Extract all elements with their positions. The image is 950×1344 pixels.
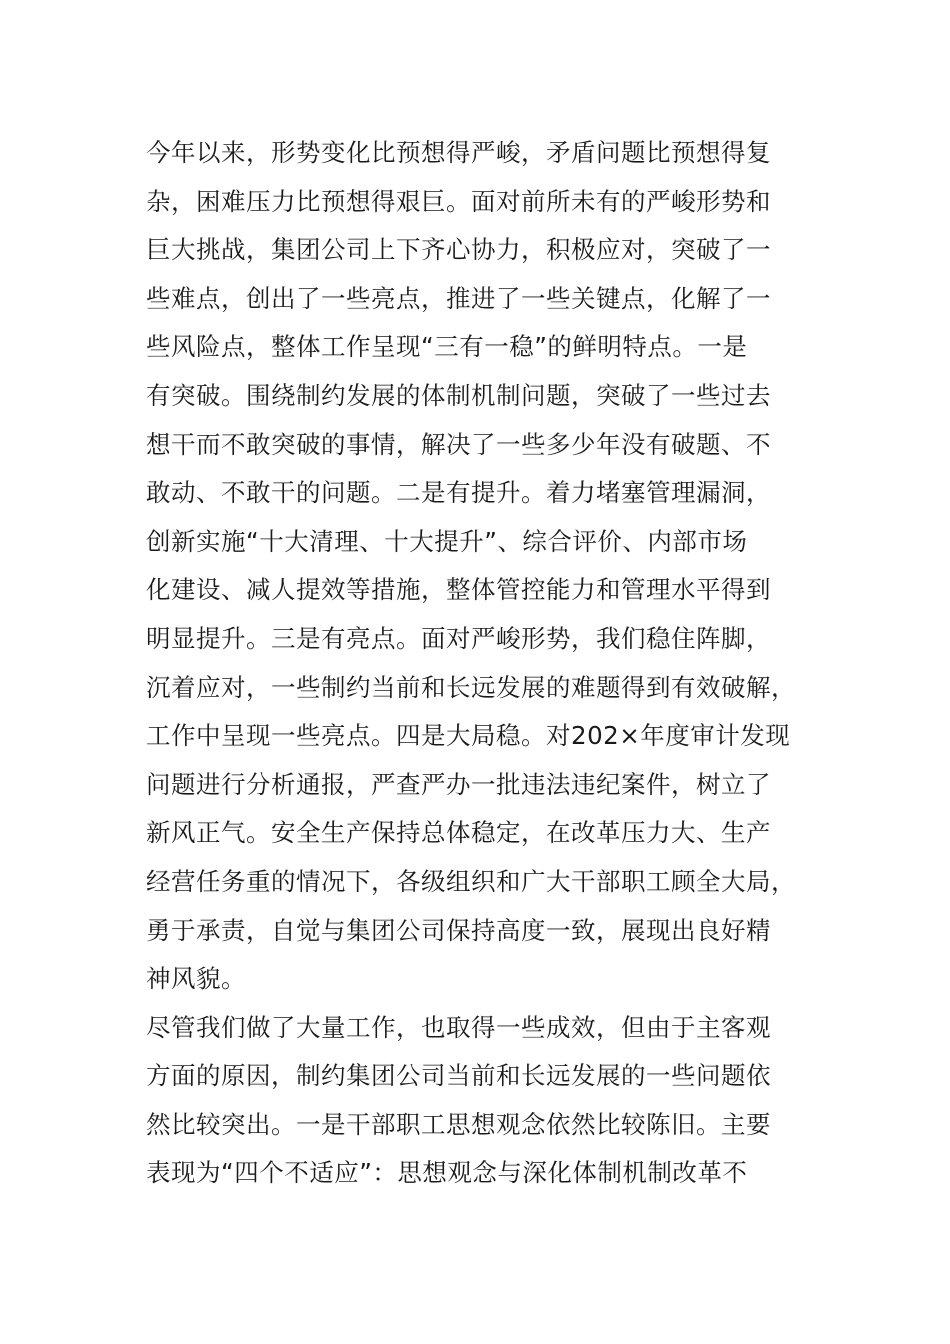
text-line: 些风险点，整体工作呈现“三有一稳”的鲜明特点。一是 — [146, 332, 748, 362]
text-line: 创新实施“十大清理、十大提升”、综合评价、内部市场 — [146, 526, 748, 556]
text-line: 想干而不敢突破的事情，解决了一些多少年没有破题、不 — [146, 429, 771, 459]
text-line: 然比较突出。一是干部职工思想观念依然比较陈旧。主要 — [146, 1109, 771, 1139]
text-line: 问题进行分析通报，严查严办一批违法违纪案件，树立了 — [146, 769, 771, 799]
text-line: 些难点，创出了一些亮点，推进了一些关键点，化解了一 — [146, 283, 771, 313]
text-line: 尽管我们做了大量工作，也取得一些成效，但由于主客观 — [146, 1012, 771, 1042]
text-line: 神风貌。 — [146, 964, 246, 994]
text-line: 明显提升。三是有亮点。面对严峻形势，我们稳住阵脚， — [146, 623, 771, 653]
text-line: 敢动、不敢干的问题。二是有提升。着力堵塞管理漏洞， — [146, 478, 771, 508]
text-line: 工作中呈现一些亮点。四是大局稳。对202×年度审计发现 — [146, 721, 791, 751]
body-text — [146, 129, 806, 1198]
text-line: 经营任务重的情况下，各级组织和广大干部职工顾全大局， — [146, 866, 796, 896]
text-line: 今年以来，形势变化比预想得严峻，矛盾问题比预想得复 — [146, 138, 771, 167]
text-line: 勇于承责，自觉与集团公司保持高度一致，展现出良好精 — [146, 915, 771, 945]
text-line: 有突破。围绕制约发展的体制机制问题，突破了一些过去 — [146, 380, 771, 410]
text-line: 方面的原因，制约集团公司当前和长远发展的一些问题依 — [146, 1061, 771, 1091]
text-line: 杂，困难压力比预想得艰巨。面对前所未有的严峻形势和 — [146, 186, 771, 216]
text-line: 巨大挑战，集团公司上下齐心协力，积极应对，突破了一 — [146, 235, 771, 265]
text-line: 化建设、减人提效等措施，整体管控能力和管理水平得到 — [146, 575, 771, 605]
text-line: 表现为“四个不适应”：思想观念与深化体制机制改革不 — [146, 1158, 748, 1188]
text-line: 新风正气。安全生产保持总体稳定，在改革压力大、生产 — [146, 818, 771, 848]
text-line: 沉着应对，一些制约当前和长远发展的难题得到有效破解， — [146, 672, 796, 702]
